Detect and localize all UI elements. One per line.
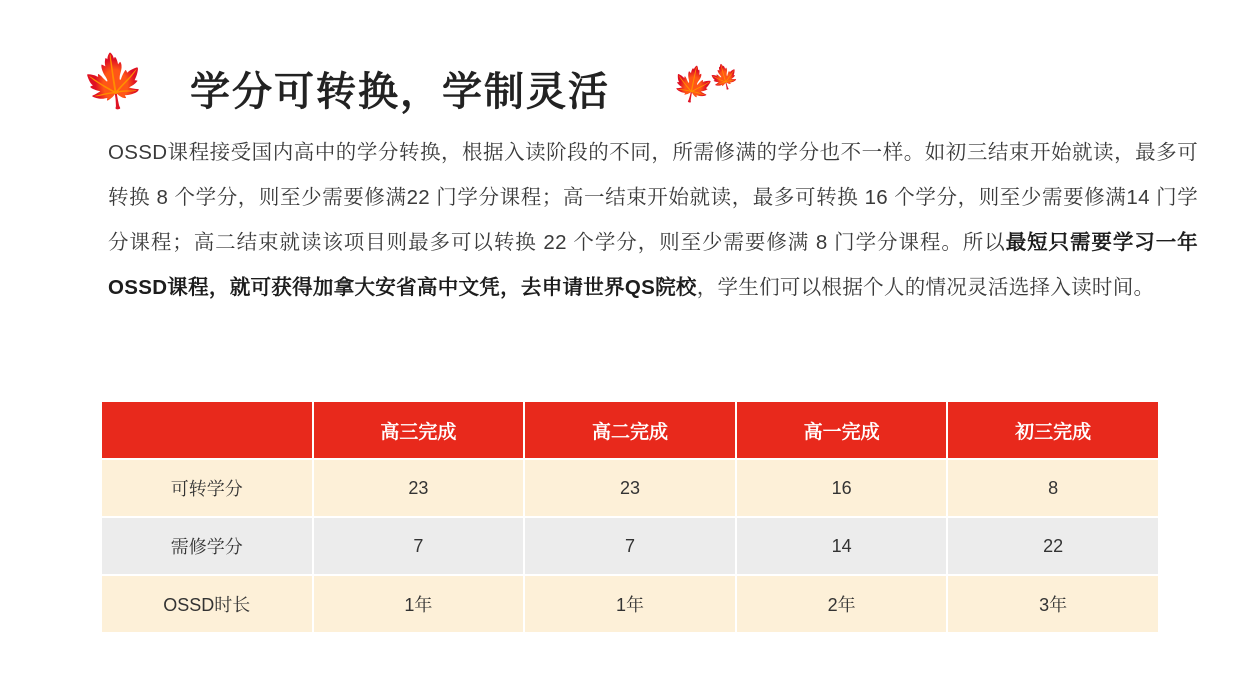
table-row-label: 需修学分	[101, 517, 313, 575]
table-row	[101, 517, 1159, 575]
table-header-cell: 初三完成	[947, 401, 1159, 459]
maple-leaf-orange-icon: 🍁	[668, 62, 718, 108]
table-header-corner	[101, 401, 313, 459]
table-cell: 22	[947, 517, 1159, 575]
table-cell: 14	[736, 517, 948, 575]
body-paragraph	[108, 130, 1198, 310]
table-row-label: 可转学分	[101, 459, 313, 517]
table-header-cell: 高二完成	[524, 401, 736, 459]
table-row-label: OSSD时长	[101, 575, 313, 633]
maple-leaf-icon: 🍁	[78, 48, 151, 116]
table-cell: 1年	[313, 575, 525, 633]
table-cell: 7	[524, 517, 736, 575]
table-cell: 23	[524, 459, 736, 517]
table-cell: 3年	[947, 575, 1159, 633]
slide-header	[0, 24, 1260, 116]
paragraph-bold-emphasis: 最短只需要学习一年OSSD课程，就可获得加拿大安省高中文凭，去申请世界QS院校	[108, 231, 1198, 299]
table-cell: 8	[947, 459, 1159, 517]
table-header-row	[101, 401, 1159, 459]
credit-transfer-table	[100, 400, 1160, 634]
maple-leaf-small-icon: 🍁	[706, 60, 743, 95]
table-cell: 2年	[736, 575, 948, 633]
table-header-cell: 高三完成	[313, 401, 525, 459]
page-title: 学分可转换，学制灵活	[190, 69, 610, 114]
table-row	[101, 575, 1159, 633]
table-cell: 23	[313, 459, 525, 517]
table-cell: 1年	[524, 575, 736, 633]
paragraph-part-2: ，学生们可以根据个人的情况灵活选择入读时间。	[696, 276, 1155, 299]
table-cell: 7	[313, 517, 525, 575]
table-cell: 16	[736, 459, 948, 517]
table-header-cell: 高一完成	[736, 401, 948, 459]
paragraph-part-1: OSSD课程接受国内高中的学分转换，根据入读阶段的不同，所需修满的学分也不一样。如初三结束开始就读，最多可转换 8 个学分，则至少需要修满22 门学分课程；高一结束开始就读，最多可转换 16 个学分，则至少需要修满14 门学分课程；高二结束就读该项目则最多可以转换 22 个学分，则至少需要修满 8 门学分课程。所以	[108, 141, 1198, 254]
table-row	[101, 459, 1159, 517]
table-body	[101, 459, 1159, 633]
table-head	[101, 401, 1159, 459]
